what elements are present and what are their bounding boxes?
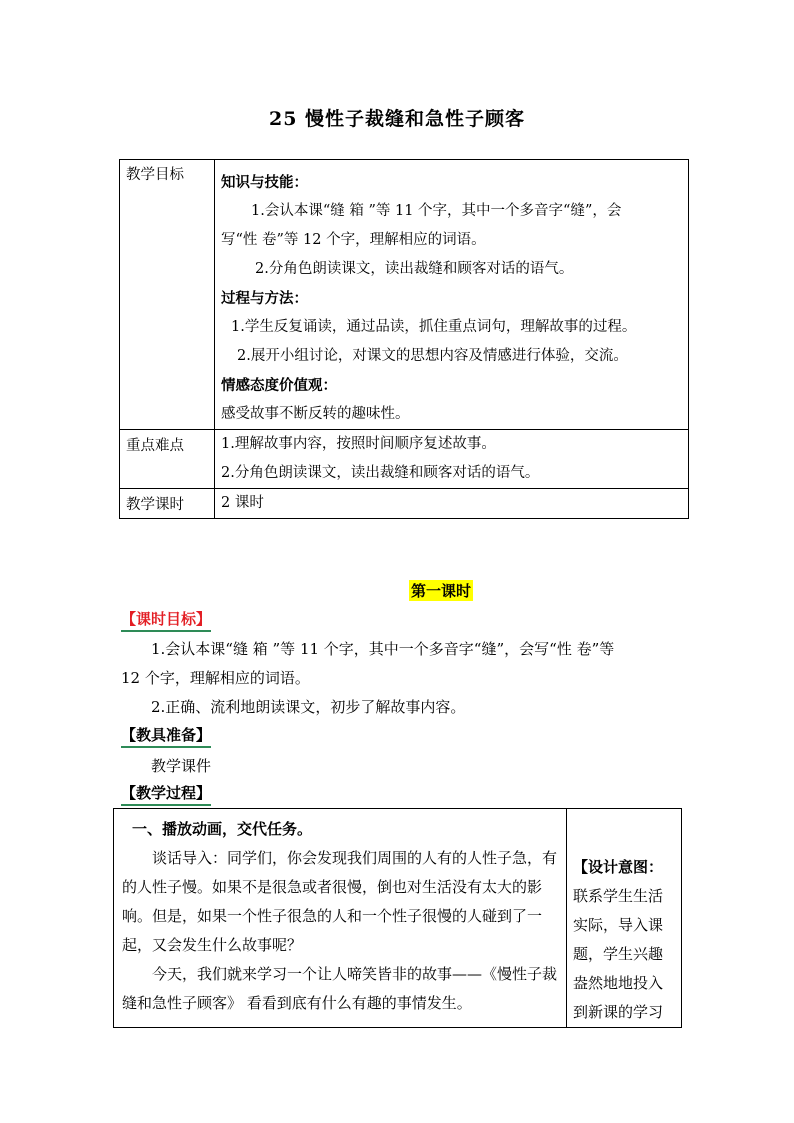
emotion-heading: 情感态度价值观：: [221, 377, 337, 394]
tools-label: 【教具准备】: [121, 724, 211, 748]
table-row: [120, 160, 689, 430]
process-heading: 过程与方法：: [221, 290, 308, 307]
knowledge-item-1a: 1.会认本课“缝 箱 ”等 11 个字，其中一个多音字“缝”，会: [251, 203, 622, 219]
hours-content: [215, 489, 689, 519]
goals-content: [215, 160, 689, 430]
design-intent-label: 【设计意图：: [573, 858, 664, 876]
key-points-content: [215, 430, 689, 489]
teaching-process-table: [113, 808, 682, 1028]
step-heading: 一、播放动画，交代任务。: [132, 820, 313, 838]
knowledge-item-2: 2.分角色朗读课文，读出裁缝和顾客对话的语气。: [255, 261, 574, 277]
tools-value: 教学课件: [151, 757, 212, 775]
process-paragraph-1: 谈话导入：同学们，你会发现我们周围的人有的人性子急，有的人性子慢。如果不是很急或者很慢，倒也对生活没有太大的影响。但是，如果一个性子很急的人和一个性子很慢的人碰到了一起，又会发生什么故事呢？: [122, 849, 558, 954]
lesson-title: 第一课时: [411, 582, 472, 600]
lesson-goals-label: 【课时目标】: [121, 608, 211, 632]
row-label-key-points: 重点难点: [120, 430, 215, 489]
process-content: [114, 809, 567, 1028]
lesson-goal-2: 2.正确、流利地朗读课文，初步了解故事内容。: [151, 698, 466, 716]
design-intent-text: 联系学生生活实际，导入课题，学生兴趣盎然地地投入到新课的学习: [573, 887, 664, 1021]
key-item-1: 1.理解故事内容，按照时间顺序复述故事。: [221, 436, 496, 452]
lesson-goal-1b: 12 个字，理解相应的词语。: [121, 669, 310, 687]
document-title: 25 慢性子裁缝和急性子顾客: [268, 108, 526, 130]
teaching-goals-table: [119, 159, 689, 519]
lesson-goal-1a: 1.会认本课“缝 箱 ”等 11 个字，其中一个多音字“缝”，会写“性 卷”等: [151, 640, 615, 658]
key-item-2: 2.分角色朗读课文，读出裁缝和顾客对话的语气。: [221, 465, 540, 481]
process-label: 【教学过程】: [121, 782, 211, 806]
knowledge-item-1b: 写“性 卷”等 12 个字，理解相应的词语。: [221, 232, 486, 248]
hours-value: 2 课时: [221, 495, 264, 511]
table-row: [120, 489, 689, 519]
row-label-goals: 教学目标: [120, 160, 215, 430]
design-intent: [567, 809, 682, 1028]
row-label-hours: 教学课时: [120, 489, 215, 519]
process-item-2: 2.展开小组讨论，对课文的思想内容及情感进行体验，交流。: [237, 348, 628, 364]
table-row: [120, 430, 689, 489]
process-paragraph-2: 今天，我们就来学习一个让人啼笑皆非的故事——《慢性子裁缝和急性子顾客》 看看到底有什么有趣的事情发生。: [122, 965, 558, 1012]
process-item-1: 1.学生反复诵读，通过品读，抓住重点词句，理解故事的过程。: [231, 319, 637, 335]
knowledge-heading: 知识与技能：: [221, 174, 308, 191]
emotion-item-1: 感受故事不断反转的趣味性。: [221, 406, 410, 422]
table-row: [114, 809, 682, 1028]
